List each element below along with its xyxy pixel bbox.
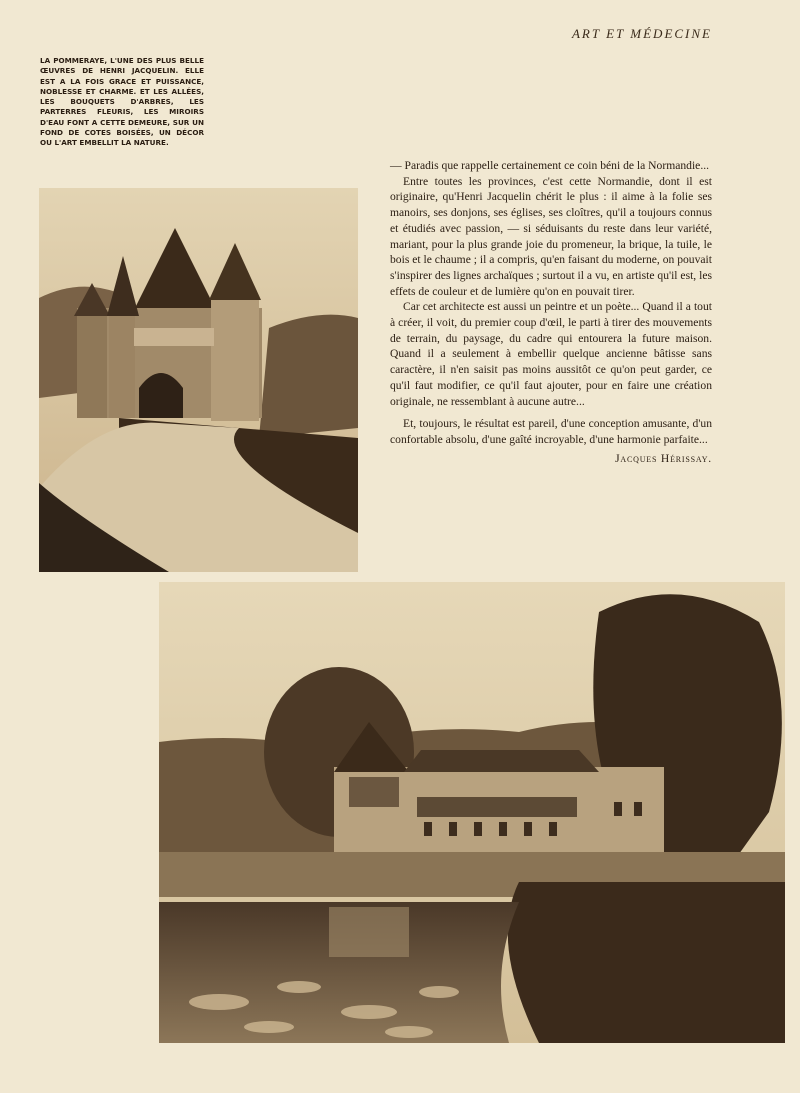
author-signature: Jacques Hérissay.: [615, 451, 712, 465]
photo-caption: LA POMMERAYE, L'UNE DES PLUS BELLE ŒUVRES DE HENRI JACQUELIN. ELLE EST A LA FOIS GRACE ET PUISSANCE, NOBLESSE ET CHARME. ET LES ALLÉES, LES BOUQUETS D'ARBRES, LES PARTERRES FLEURIS, LES MIROIRS D'EAU FONT A CETTE DEMEURE, SUR UN FOND DE COTES BOISÉES, UN DÉCOR OU L'ART EMBELLIT LA NATURE.: [40, 56, 204, 148]
article-body: [390, 158, 712, 466]
chateau-photo: [159, 582, 785, 1043]
article-paragraph: Entre toutes les provinces, c'est cette Normandie, dont il est originaire, qu'Henri Jacquelin chérit le plus : il aime à la folie ses manoirs, ses donjons, ses églises, ses cloîtres, qu'il a toujours connus et étudiés avec passion, — si séduisants du reste dans leur variété, mariant, pour la plus grande joie du promeneur, la brique, la tuile, le bois et le chaume ; il a compris, qu'en faisant du moderne, on pouvait s'inspirer des lignes archaïques ; surtout il a vu, en artiste qu'il est, les effets de couleur et de lumière qu'on en pouvait tirer.: [390, 174, 712, 298]
article-paragraph: — Paradis que rappelle certainement ce coin béni de la Normandie...: [390, 159, 710, 172]
gatehouse-photo: [39, 188, 358, 572]
article-paragraph: Car cet architecte est aussi un peintre et un poète... Quand il a tout à créer, il voit, du premier coup d'œil, le parti à tirer des mouvements de terrain, du paysage, du cadre qui entourera la future maison. Quand il a seulement à embellir quelque ancienne bâtisse sans caractère, il n'en saisit pas moins aussitôt ce qu'on peut garder, ce qu'il faut modifier, ce qu'il faut ajouter, pour en faire une création originale, ne ressemblant à aucune autre...: [390, 300, 712, 408]
running-header: ART ET MÉDECINE: [571, 26, 712, 41]
article-paragraph: Et, toujours, le résultat est pareil, d'une conception amusante, d'un confortable absolu, d'une gaîté incroyable, d'une harmonie parfaite...: [390, 417, 712, 446]
